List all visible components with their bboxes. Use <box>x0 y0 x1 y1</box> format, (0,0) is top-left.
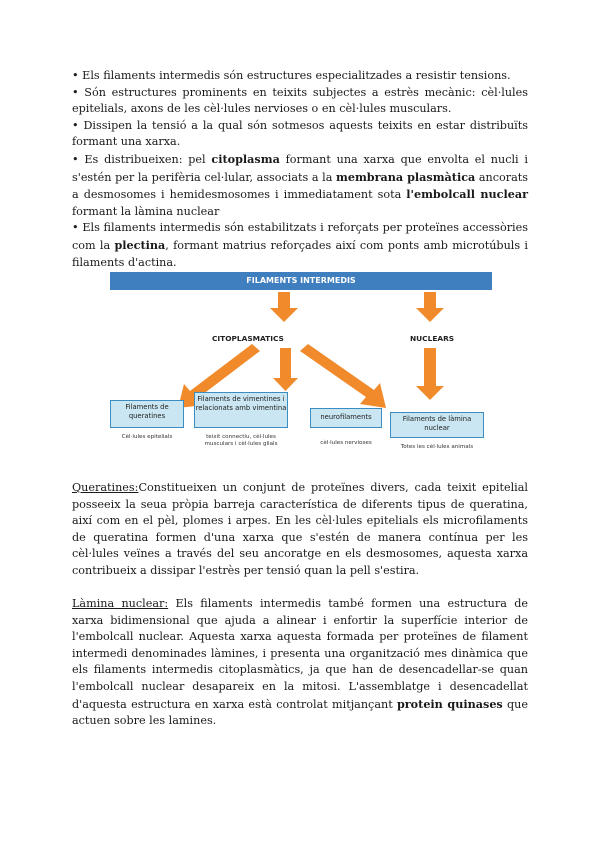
arrow-nuclears <box>416 292 444 322</box>
lamina-heading: Làmina nuclear: <box>72 597 169 610</box>
label-nuclears: NUCLEARS <box>410 334 455 343</box>
box-neurofilaments: neurofilaments <box>310 408 382 428</box>
arrow-lamina <box>416 348 444 400</box>
diagram-title: FILAMENTS INTERMEDIS <box>110 272 492 290</box>
sub-lamina: Totes les cèl·lules animals <box>400 444 474 450</box>
bullet-5: • Els filaments intermedis són estabilitzats i reforçats per proteïnes accessòries com la plectina, formant matrius reforçades així com ponts amb microtúbuls i filaments d'actina. <box>72 221 528 269</box>
sub-vimentines: teixit connectiu, cèl·lules musculars i cèl·lules glials <box>204 434 278 447</box>
intro-bullets <box>72 68 528 271</box>
term-membrana: membrana plasmàtica <box>336 169 476 184</box>
queratines-heading: Queratines: <box>72 481 139 494</box>
arrow-vimentines <box>273 348 298 391</box>
sub-queratines: Cèl·lules epitelials <box>121 434 173 440</box>
bullet-1: • Els filaments intermedis són estructures especialitzades a resistir tensions. <box>72 69 511 82</box>
filaments-diagram <box>110 272 492 460</box>
arrow-citoplasmatics <box>270 292 298 322</box>
box-queratines: Filaments de queratines <box>110 400 184 428</box>
box-lamina: Filaments de làmina nuclear <box>390 412 484 438</box>
queratines-text: Constitueixen un conjunt de proteïnes divers, cada teixit epitelial posseeix la seua pròpia barreja característica de diferents tipus de queratina, així com en el pèl, plomes i arpes. En les cèl·lules epitelials els microfilaments de queratina formen d'una xarxa que s'estén de manera contínua per les cèl·lules veïnes a través del seu ancoratge en els desmosomes, aquesta xarxa contribueix a dissipar l'estrès per tensió quan la pell s'estira. <box>72 481 528 577</box>
lamina-section <box>72 596 528 730</box>
term-protein-quinases: protein quinases <box>396 696 503 711</box>
sub-neurofilaments: cèl·lules nervioses <box>320 440 372 446</box>
queratines-section <box>72 480 528 580</box>
term-citoplasma: citoplasma <box>211 151 280 166</box>
label-citoplasmatics: CITOPLASMATICS <box>212 334 284 343</box>
lamina-text-1: Els filaments intermedis també formen una estructura de xarxa bidimensional que ajuda a alinear i enfortir la superfície interior de l'embolcall nuclear. Aquesta xarxa aquesta formada per proteïnes de filament intermedi denominades làmines, i presenta una organització mes dinàmica que els filaments intermedis citoplasmàtics, ja que han de desencadellar-se quan l'embolcall nuclear desapareix en la mitosi. L'assemblatge i desencadellat d'aquesta estructura en xarxa està controlat mitjançant <box>72 597 529 711</box>
bullet-3: • Dissipen la tensió a la qual són sotmesos aquests teixits en estar distribuïts formant una xarxa. <box>72 118 528 149</box>
bullet-2: • Són estructures prominents en teixits subjectes a estrès mecànic: cèl·lules epitelials, axons de les cèl·lules nervioses o en cèl·lules musculars. <box>72 85 528 116</box>
bullet-4: • Es distribueixen: pel citoplasma formant una xarxa que envolta el nucli i s'estén per la perifèria cel·lular, associats a la membrana plasmàtica ancorats a desmosomes i hemidesmosomes i immediatament sota l'embolcall nuclear formant la làmina nuclear <box>72 151 528 218</box>
term-embolcall: l'embolcall nuclear <box>406 187 528 202</box>
arrow-neurofilaments <box>300 344 386 408</box>
box-vimentines: Filaments de vimentines i relacionats amb vimentina <box>194 392 288 428</box>
lamina-text-2: que actuen sobre les lamines. <box>72 697 528 728</box>
term-plectina: plectina <box>114 237 166 252</box>
